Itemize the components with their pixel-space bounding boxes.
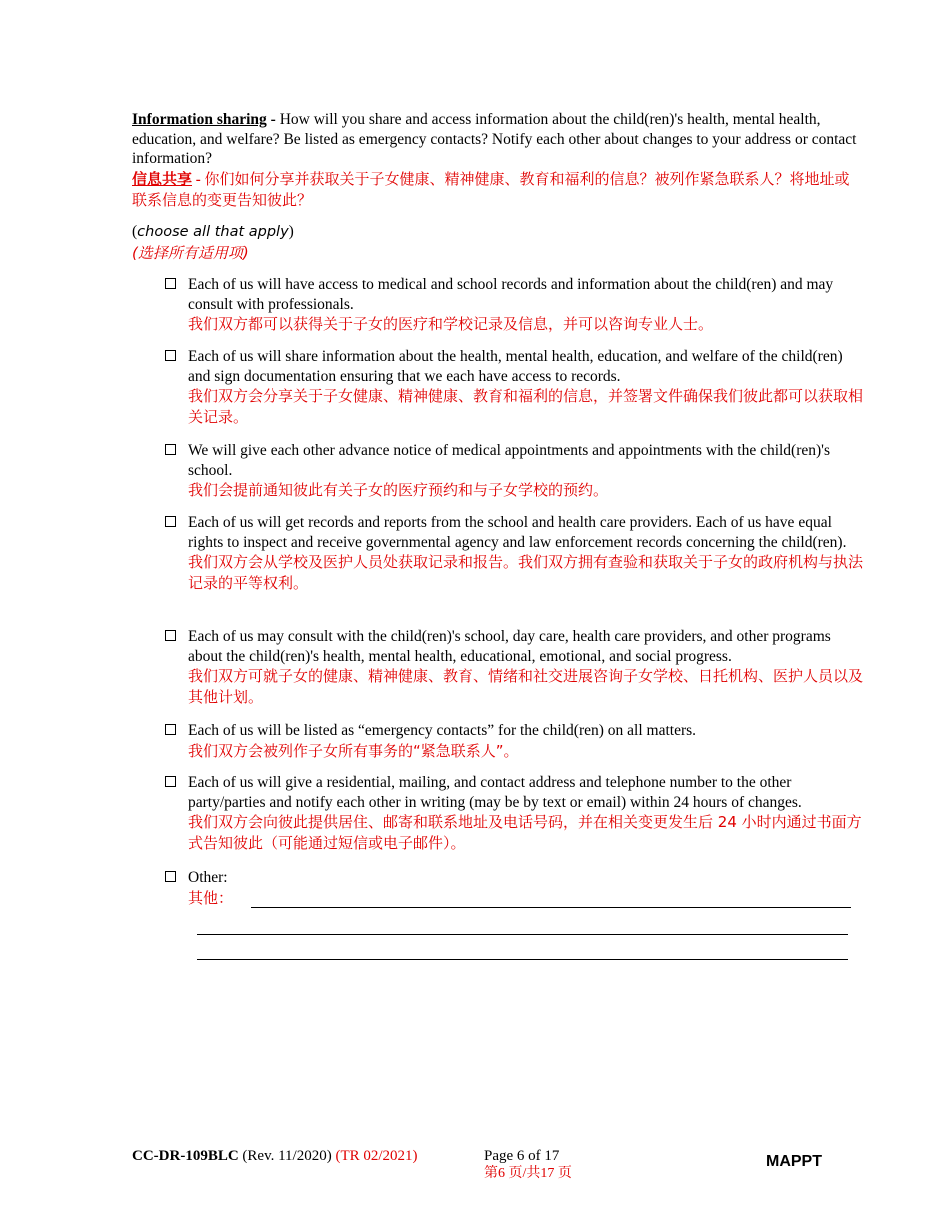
instruction-zh: (选择所有适用项) — [132, 243, 249, 262]
other-input-line[interactable] — [251, 891, 851, 908]
option-text-zh: 我们双方可就子女的健康、精神健康、教育、情绪和社交进展咨询子女学校、日托机构、医护人员以及其他计划。 — [188, 667, 864, 706]
option-text-en: Each of us will get records and reports from the school and health care providers. Each of us have equal rights to inspect and receive governmental agency and law enforcement records concerning the child(ren). — [188, 514, 847, 551]
other-label-en: Other: — [188, 869, 228, 886]
option-text-en: Each of us will give a residential, mailing, and contact address and telephone number to the other party/parties and notify each other in writing (may be by text or email) within 24 hours of changes. — [188, 774, 802, 811]
form-code: CC-DR-109BLC — [132, 1148, 239, 1164]
checkbox[interactable] — [165, 871, 176, 882]
program-code: MAPPT — [766, 1153, 822, 1170]
checkbox[interactable] — [165, 516, 176, 527]
option-text-en: Each of us will have access to medical and school records and information about the child(ren) and may consult with professionals. — [188, 276, 834, 313]
checkbox[interactable] — [165, 444, 176, 455]
other-label-zh: 其他： — [188, 888, 234, 907]
option-text-en: Each of us will share information about the health, mental health, education, and welfare of the child(ren) and sign documentation ensuring that we each have access to records. — [188, 348, 843, 385]
option-text-en: Each of us may consult with the child(ren)'s school, day care, health care providers, and other programs about the child(ren)'s health, mental health, educational, emotional, and social progress. — [188, 628, 831, 665]
checkbox[interactable] — [165, 724, 176, 735]
section-title-en: Information sharing — [132, 111, 267, 128]
form-revision: (Rev. 11/2020) — [238, 1148, 336, 1164]
option-consult — [165, 627, 865, 707]
other-input-line-3[interactable] — [197, 959, 848, 960]
translation-revision: (TR 02/2021) — [335, 1148, 418, 1164]
instruction-en: (choose all that apply) — [132, 223, 294, 240]
option-emergency-contacts — [165, 721, 865, 761]
checkbox[interactable] — [165, 776, 176, 787]
section-question-en: Information sharing - How will you share and access information about the child(ren)'s health, mental health, education, and welfare? Be listed as emergency contacts? Notify each other about changes to your address or contact information? — [132, 111, 857, 167]
page-number — [484, 1147, 572, 1183]
option-access-records — [165, 275, 865, 335]
option-get-records — [165, 513, 865, 593]
checkbox[interactable] — [165, 278, 176, 289]
option-text-zh: 我们双方会分享关于子女健康、精神健康、教育和福利的信息，并签署文件确保我们彼此都可以获取相关记录。 — [188, 387, 864, 426]
option-share-information — [165, 347, 865, 427]
instruction — [132, 222, 294, 263]
form-identifier — [132, 1147, 418, 1165]
option-text-zh: 我们会提前通知彼此有关子女的医疗预约和与子女学校的预约。 — [188, 481, 609, 499]
option-text-zh: 我们双方会被列作子女所有事务的“紧急联系人”。 — [188, 741, 519, 760]
option-text-en: Each of us will be listed as “emergency contacts” for the child(ren) on all matters. — [188, 722, 697, 739]
section-question-zh: 信息共享 - 你们如何分享并获取关于子女健康、精神健康、教育和福利的信息？被列作紧急联系人？将地址或联系信息的变更告知彼此？ — [132, 169, 850, 209]
option-advance-notice — [165, 441, 865, 501]
section-intro — [132, 110, 862, 211]
option-text-zh: 我们双方会从学校及医护人员处获取记录和报告。我们双方拥有查验和获取关于子女的政府机构与执法记录的平等权利。 — [188, 553, 864, 592]
checkbox[interactable] — [165, 630, 176, 641]
option-text-en: We will give each other advance notice of medical appointments and appointments with the child(ren)'s school. — [188, 442, 831, 479]
option-other — [165, 868, 865, 908]
option-text-zh: 我们双方会向彼此提供居住、邮寄和联系地址及电话号码，并在相关变更发生后 24 小时内通过书面方式告知彼此（可能通过短信或电子邮件）。 — [188, 813, 862, 852]
checkbox[interactable] — [165, 350, 176, 361]
question-text-zh: 你们如何分享并获取关于子女健康、精神健康、教育和福利的信息？被列作紧急联系人？将地址或联系信息的变更告知彼此？ — [132, 169, 850, 209]
other-input-line-2[interactable] — [197, 934, 848, 935]
option-contact-address — [165, 773, 865, 853]
question-text-en: How will you share and access information about the child(ren)'s health, mental health, education, and welfare? Be listed as emergency contacts? Notify each other about changes to your address or contact information? — [132, 111, 857, 167]
section-title-zh: 信息共享 — [132, 169, 193, 188]
page-number-en: Page 6 of 17 — [484, 1148, 560, 1164]
page-number-zh: 第6 页/共17 页 — [484, 1166, 572, 1181]
option-text-zh: 我们双方都可以获得关于子女的医疗和学校记录及信息，并可以咨询专业人士。 — [188, 315, 714, 333]
